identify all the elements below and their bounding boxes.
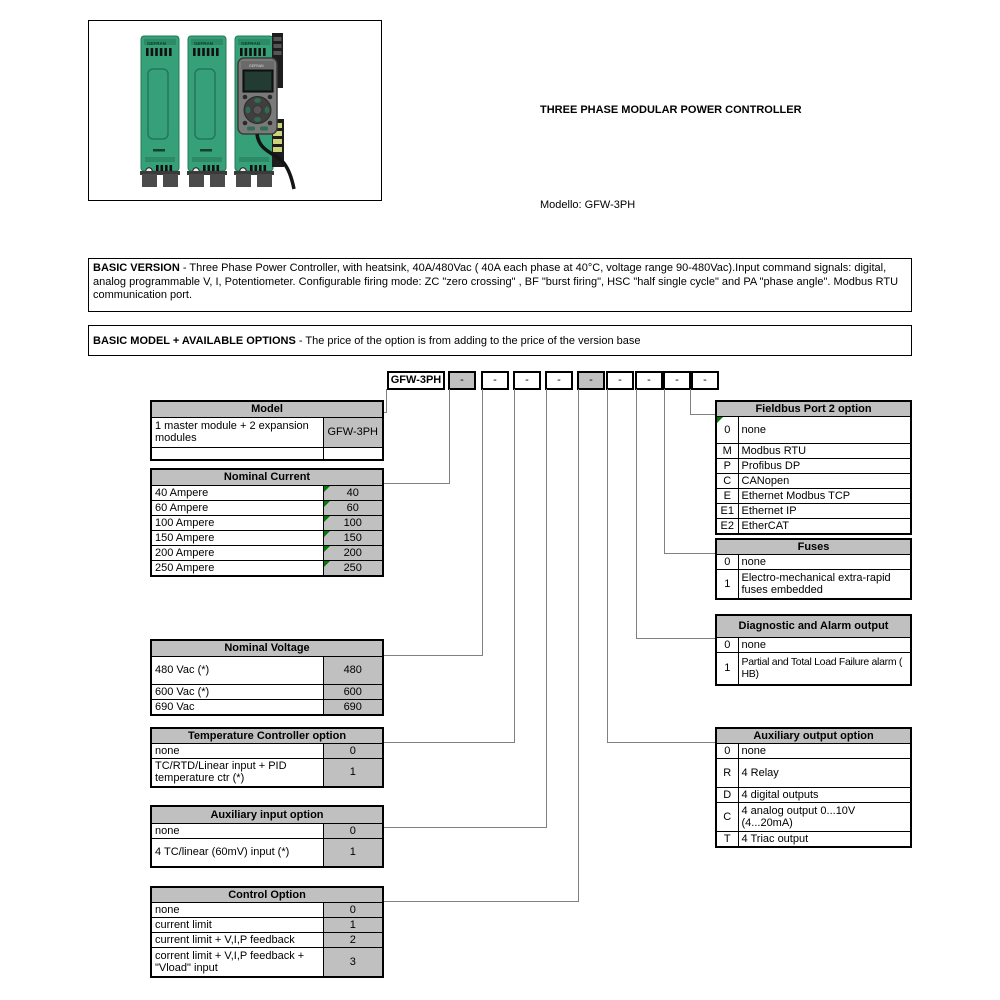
option-code-cell: 60 bbox=[323, 500, 383, 515]
brand-label: GEFRAN bbox=[249, 64, 264, 68]
option-label-cell: 60 Ampere bbox=[151, 500, 323, 515]
order-code-slot-9: - bbox=[691, 371, 719, 390]
table-row bbox=[151, 560, 383, 576]
table-row bbox=[716, 803, 911, 832]
table-row bbox=[716, 474, 911, 489]
option-label-cell: 4 Relay bbox=[738, 759, 911, 788]
table-row bbox=[716, 504, 911, 519]
option-label-cell: TC/RTD/Linear input + PID temperature ctr (*) bbox=[151, 759, 323, 787]
order-code-slot-8: - bbox=[663, 371, 691, 390]
option-code-cell: 0 bbox=[323, 744, 383, 759]
option-label-cell: 4 digital outputs bbox=[738, 788, 911, 803]
option-label-cell: 480 Vac (*) bbox=[151, 656, 323, 684]
connector-line bbox=[664, 389, 665, 554]
option-label-cell: 4 analog output 0...10V (4...20mA) bbox=[738, 803, 911, 832]
option-label-cell: none bbox=[738, 744, 911, 759]
table-row bbox=[151, 744, 383, 759]
option-code-cell: 100 bbox=[323, 515, 383, 530]
option-label-cell: 100 Ampere bbox=[151, 515, 323, 530]
order-code-slot-6: - bbox=[606, 371, 634, 390]
table-row bbox=[151, 903, 383, 918]
option-code-cell: M bbox=[716, 444, 738, 459]
power-module-2 bbox=[187, 36, 227, 187]
model-name-line: Modello: GFW-3PH bbox=[540, 199, 636, 211]
connector-line bbox=[382, 742, 515, 743]
table-row bbox=[716, 788, 911, 803]
basic-version-description bbox=[88, 258, 912, 312]
order-code-model-box: GFW-3PH bbox=[387, 371, 445, 390]
option-code-cell: 0 bbox=[716, 744, 738, 759]
option-label-cell: none bbox=[151, 823, 323, 838]
table-title: Control Option bbox=[151, 887, 383, 903]
fieldbus-port2-table bbox=[715, 400, 912, 535]
table-row bbox=[716, 637, 911, 652]
product-photo bbox=[89, 21, 381, 200]
table-row bbox=[151, 699, 383, 715]
table-row bbox=[151, 500, 383, 515]
option-label-cell: none bbox=[151, 744, 323, 759]
table-title: Temperature Controller option bbox=[151, 728, 383, 744]
basic-model-text: - The price of the option is from adding to the price of the version base bbox=[295, 335, 641, 347]
option-label-cell: 200 Ampere bbox=[151, 545, 323, 560]
option-code-cell: 1 bbox=[323, 759, 383, 787]
option-label-cell: current limit + V,I,P feedback bbox=[151, 933, 323, 948]
table-row bbox=[716, 459, 911, 474]
table-row bbox=[151, 933, 383, 948]
cell-comment-marker-icon bbox=[324, 561, 330, 567]
table-row bbox=[151, 417, 383, 447]
table-title: Diagnostic and Alarm output bbox=[716, 615, 911, 637]
option-code-cell: 1 bbox=[716, 652, 738, 685]
option-label-cell: Modbus RTU bbox=[738, 444, 911, 459]
option-label-cell: 40 Ampere bbox=[151, 485, 323, 500]
option-label-cell: Electro-mechanical extra-rapid fuses embedded bbox=[738, 570, 911, 599]
table-row bbox=[151, 948, 383, 977]
table-title: Auxiliary output option bbox=[716, 728, 911, 744]
table-row bbox=[151, 823, 383, 838]
product-photo-frame bbox=[88, 20, 382, 201]
connector-line bbox=[690, 389, 691, 415]
option-code-cell: 0 bbox=[323, 823, 383, 838]
option-label-cell: none bbox=[738, 417, 911, 444]
table-row bbox=[716, 744, 911, 759]
basic-model-description bbox=[88, 325, 912, 356]
nominal-current-table bbox=[150, 468, 384, 577]
option-label-cell: 150 Ampere bbox=[151, 530, 323, 545]
connector-line bbox=[636, 638, 715, 639]
table-row bbox=[151, 545, 383, 560]
option-label-cell: none bbox=[738, 637, 911, 652]
connector-line bbox=[546, 389, 547, 828]
table-row bbox=[151, 515, 383, 530]
connector-line bbox=[449, 389, 450, 484]
option-label-cell: 4 Triac output bbox=[738, 832, 911, 848]
option-label-cell: corrent limit + V,I,P feedback + "Vload" input bbox=[151, 948, 323, 977]
page-title: THREE PHASE MODULAR POWER CONTROLLER bbox=[540, 104, 802, 116]
order-code-slot-5: - bbox=[577, 371, 605, 390]
table-row bbox=[151, 684, 383, 699]
cell-comment-marker-icon bbox=[324, 546, 330, 552]
order-code-slot-4: - bbox=[545, 371, 573, 390]
option-code-cell: 690 bbox=[323, 699, 383, 715]
table-row bbox=[151, 656, 383, 684]
option-label-cell: Profibus DP bbox=[738, 459, 911, 474]
table-title: Fuses bbox=[716, 539, 911, 555]
option-code-cell: 3 bbox=[323, 948, 383, 977]
order-code-slot-1: - bbox=[448, 371, 476, 390]
option-label-cell: none bbox=[738, 555, 911, 570]
option-code-cell: C bbox=[716, 474, 738, 489]
connector-line bbox=[514, 389, 515, 743]
table-row bbox=[716, 570, 911, 599]
option-label-cell: 250 Ampere bbox=[151, 560, 323, 576]
option-code-cell: 1 bbox=[323, 838, 383, 867]
option-code-cell: E bbox=[716, 489, 738, 504]
connector-line bbox=[607, 742, 715, 743]
option-label-cell: 690 Vac bbox=[151, 699, 323, 715]
cell-comment-marker-icon bbox=[324, 501, 330, 507]
table-title: Fieldbus Port 2 option bbox=[716, 401, 911, 417]
cell-comment-marker-icon bbox=[324, 486, 330, 492]
auxiliary-output-table bbox=[715, 727, 912, 848]
option-code-cell: E2 bbox=[716, 519, 738, 535]
table-row bbox=[151, 530, 383, 545]
option-code-cell: 2 bbox=[323, 933, 383, 948]
order-code-slot-7: - bbox=[635, 371, 663, 390]
table-row bbox=[151, 918, 383, 933]
connector-line bbox=[690, 414, 715, 415]
table-row bbox=[716, 417, 911, 444]
option-label-cell: Ethernet IP bbox=[738, 504, 911, 519]
connector-line bbox=[386, 389, 387, 413]
connector-line bbox=[636, 389, 637, 639]
connector-line bbox=[382, 827, 547, 828]
option-code-cell: P bbox=[716, 459, 738, 474]
option-code-cell: 40 bbox=[323, 485, 383, 500]
table-title: Auxiliary input option bbox=[151, 806, 383, 823]
option-label-cell: Ethernet Modbus TCP bbox=[738, 489, 911, 504]
option-label-cell: EtherCAT bbox=[738, 519, 911, 535]
cell-comment-marker-icon bbox=[324, 516, 330, 522]
connector-line bbox=[664, 553, 715, 554]
table-row bbox=[151, 759, 383, 787]
option-code-cell: 1 bbox=[323, 918, 383, 933]
brand-label: GEFRAN bbox=[241, 41, 260, 46]
auxiliary-input-table bbox=[150, 805, 384, 868]
connector-line bbox=[578, 389, 579, 902]
table-row bbox=[716, 652, 911, 685]
connector-line bbox=[482, 389, 483, 656]
connector-line bbox=[607, 389, 608, 743]
table-row bbox=[151, 447, 383, 460]
table-row bbox=[151, 838, 383, 867]
option-label-cell: 600 Vac (*) bbox=[151, 684, 323, 699]
option-label-cell: 1 master module + 2 expansion modules bbox=[151, 417, 323, 447]
cell-comment-marker-icon bbox=[324, 531, 330, 537]
basic-version-text: - Three Phase Power Controller, with heatsink, 40A/480Vac ( 40A each phase at 40°C, voltage range 90-480Vac).Input command signals: digital, analog programmable V, I, Potentiometer. Configurable firing mode: ZC "zero crossing" , BF "burst firing", HSC "half single cycle" and PA "phase angle". Modbus RTU communication port. bbox=[93, 262, 899, 301]
diagnostic-alarm-table bbox=[715, 614, 912, 686]
basic-version-title: BASIC VERSION bbox=[93, 262, 180, 274]
fuses-table bbox=[715, 538, 912, 600]
control-option-table bbox=[150, 886, 384, 978]
table-row bbox=[716, 832, 911, 848]
order-code-slot-3: - bbox=[513, 371, 541, 390]
option-code-cell: GFW-3PH bbox=[323, 417, 383, 447]
option-code-cell: 150 bbox=[323, 530, 383, 545]
order-code-slot-2: - bbox=[481, 371, 509, 390]
table-row bbox=[716, 444, 911, 459]
option-code-cell: E1 bbox=[716, 504, 738, 519]
table-title: Model bbox=[151, 401, 383, 417]
model-table bbox=[150, 400, 384, 461]
option-code-cell: 0 bbox=[716, 555, 738, 570]
connector-line bbox=[382, 901, 579, 902]
connector-line bbox=[382, 483, 450, 484]
option-label-cell: none bbox=[151, 903, 323, 918]
option-code-cell: R bbox=[716, 759, 738, 788]
temperature-controller-table bbox=[150, 727, 384, 788]
option-code-cell: D bbox=[716, 788, 738, 803]
power-module-1 bbox=[140, 36, 180, 187]
brand-label: GEFRAN bbox=[194, 41, 213, 46]
option-label-cell: current limit bbox=[151, 918, 323, 933]
option-code-cell: 0 bbox=[716, 637, 738, 652]
table-row bbox=[716, 759, 911, 788]
table-row bbox=[151, 485, 383, 500]
table-title: Nominal Current bbox=[151, 469, 383, 485]
connector-line bbox=[382, 655, 483, 656]
table-title: Nominal Voltage bbox=[151, 640, 383, 656]
table-row bbox=[716, 519, 911, 535]
option-code-cell: C bbox=[716, 803, 738, 832]
table-row bbox=[716, 555, 911, 570]
option-code-cell: 480 bbox=[323, 656, 383, 684]
nominal-voltage-table bbox=[150, 639, 384, 716]
option-code-cell: T bbox=[716, 832, 738, 848]
brand-label: GEFRAN bbox=[147, 41, 166, 46]
option-label-cell: CANopen bbox=[738, 474, 911, 489]
option-code-cell: 250 bbox=[323, 560, 383, 576]
option-code-cell: 200 bbox=[323, 545, 383, 560]
option-label-cell: Partial and Total Load Failure alarm ( HB) bbox=[738, 652, 911, 685]
option-code-cell: 600 bbox=[323, 684, 383, 699]
table-row bbox=[716, 489, 911, 504]
option-label-cell: 4 TC/linear (60mV) input (*) bbox=[151, 838, 323, 867]
cell-comment-marker-icon bbox=[717, 417, 723, 423]
option-code-cell: 0 bbox=[716, 417, 738, 444]
basic-model-title: BASIC MODEL + AVAILABLE OPTIONS bbox=[93, 335, 296, 347]
option-code-cell: 0 bbox=[323, 903, 383, 918]
option-code-cell: 1 bbox=[716, 570, 738, 599]
